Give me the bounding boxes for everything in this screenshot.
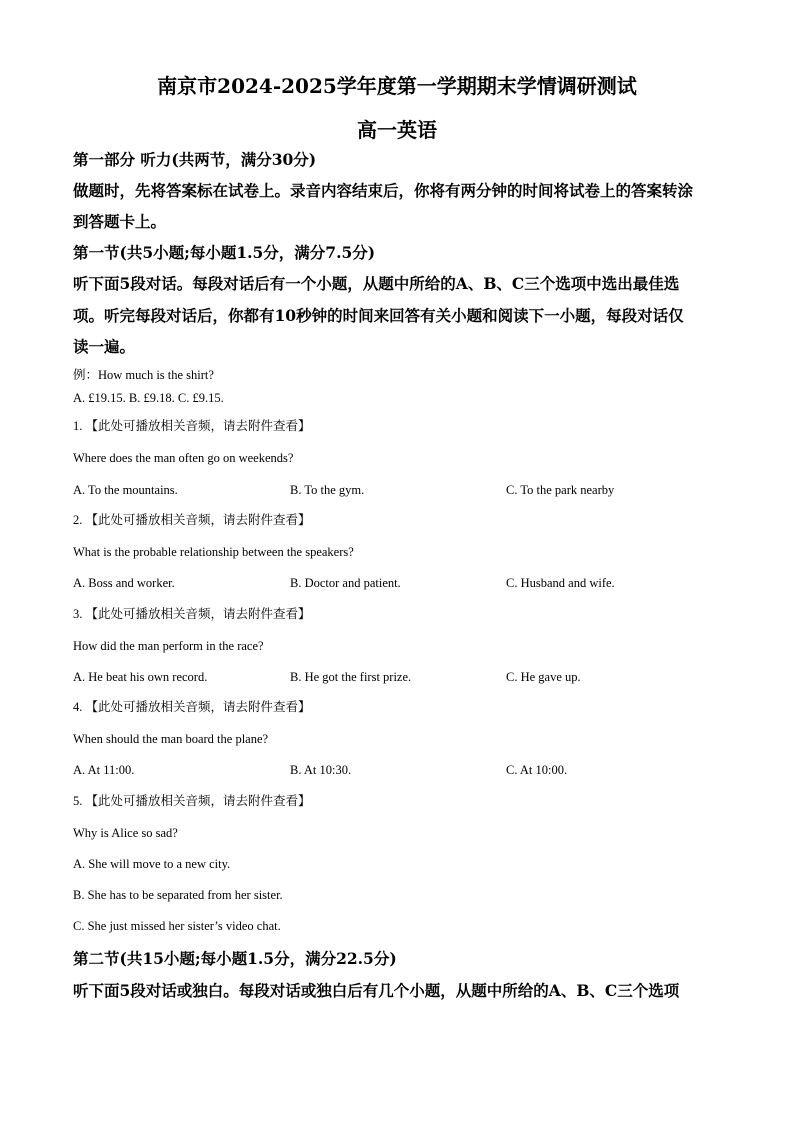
question-2-option-b: B. Doctor and patient. <box>290 576 401 590</box>
part1-heading: 第一部分 听力(共两节，满分30分) <box>73 150 317 169</box>
question-1-option-b: B. To the gym. <box>290 483 365 497</box>
question-4-text: When should the man board the plane? <box>73 732 269 746</box>
question-3-option-b: B. He got the first prize. <box>290 670 412 684</box>
question-1-option-c: C. To the park nearby <box>506 483 615 497</box>
question-5-option-b: B. She has to be separated from her sister. <box>73 888 283 902</box>
question-4-option-c: C. At 10:00. <box>506 763 568 777</box>
question-5-option-c: C. She just missed her sister’s video chat. <box>73 919 281 933</box>
question-3-audio[interactable]: 3. 【此处可播放相关音频，请去附件查看】 <box>73 607 311 621</box>
section1-heading: 第一节(共5小题;每小题1.5分，满分7.5分) <box>73 243 376 262</box>
question-1-audio[interactable]: 1. 【此处可播放相关音频，请去附件查看】 <box>73 419 311 433</box>
question-5-audio[interactable]: 5. 【此处可播放相关音频，请去附件查看】 <box>73 794 311 808</box>
question-4-audio[interactable]: 4. 【此处可播放相关音频，请去附件查看】 <box>73 700 311 714</box>
example-question: 例：How much is the shirt? <box>73 368 214 382</box>
question-3-option-c: C. He gave up. <box>506 670 581 684</box>
section2-heading: 第二节(共15小题;每小题1.5分，满分22.5分) <box>73 949 397 968</box>
exam-subtitle: 高一英语 <box>357 118 437 142</box>
question-1-option-a: A. To the mountains. <box>73 483 178 497</box>
question-2-option-a: A. Boss and worker. <box>73 576 175 590</box>
question-4-option-a: A. At 11:00. <box>73 763 135 777</box>
question-3-text: How did the man perform in the race? <box>73 639 264 653</box>
example-options: A. £19.15. B. £9.18. C. £9.15. <box>73 391 224 405</box>
question-2-option-c: C. Husband and wife. <box>506 576 615 590</box>
section1-instruction-line1: 听下面5段对话。每段对话后有一个小题，从题中所给的A、B、C三个选项中选出最佳选 <box>73 274 680 293</box>
exam-title: 南京市2024-2025学年度第一学期期末学情调研测试 <box>157 74 637 98</box>
part1-instruction-line1: 做题时，先将答案标在试卷上。录音内容结束后，你将有两分钟的时间将试卷上的答案转涂 <box>73 181 694 200</box>
question-5-text: Why is Alice so sad? <box>73 826 178 840</box>
question-3-option-a: A. He beat his own record. <box>73 670 208 684</box>
question-2-audio[interactable]: 2. 【此处可播放相关音频，请去附件查看】 <box>73 513 311 527</box>
question-2-text: What is the probable relationship between the speakers? <box>73 545 354 559</box>
section1-instruction-line2: 项。听完每段对话后，你都有10秒钟的时间来回答有关小题和阅读下一小题，每段对话仅 <box>73 306 684 325</box>
question-5-option-a: A. She will move to a new city. <box>73 857 231 871</box>
question-1-text: Where does the man often go on weekends? <box>73 451 294 465</box>
section2-instruction-line1: 听下面5段对话或独白。每段对话或独白后有几个小题，从题中所给的A、B、C三个选项 <box>73 981 680 1000</box>
question-4-option-b: B. At 10:30. <box>290 763 352 777</box>
part1-instruction-line2: 到答题卡上。 <box>73 212 167 231</box>
section1-instruction-line3: 读一遍。 <box>73 337 136 356</box>
